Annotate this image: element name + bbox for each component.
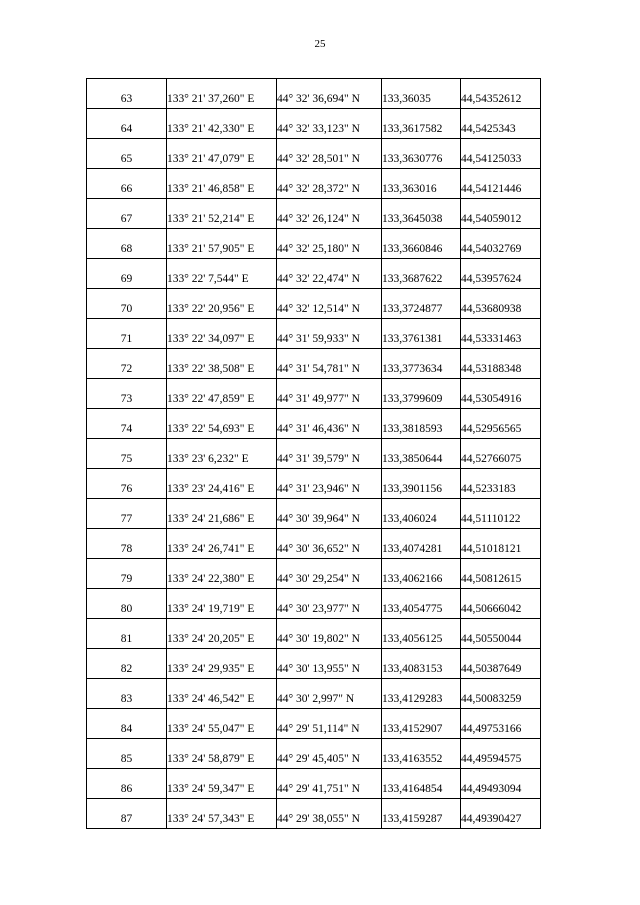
table-row [87,559,541,589]
latitude-decimal-cell: 44,5425343 [461,109,541,139]
longitude-decimal-cell: 133,3630776 [382,139,461,169]
latitude-decimal-cell: 44,53331463 [461,319,541,349]
longitude-decimal-cell: 133,4164854 [382,769,461,799]
point-number-cell: 69 [87,259,167,289]
longitude-decimal-cell: 133,4062166 [382,559,461,589]
latitude-decimal-cell: 44,51018121 [461,529,541,559]
longitude-dms-cell: 133° 24' 46,542" E [167,679,277,709]
longitude-decimal-cell: 133,3687622 [382,259,461,289]
latitude-dms-cell: 44° 30' 39,964" N [277,499,382,529]
table-row [87,619,541,649]
longitude-dms-cell: 133° 24' 20,205" E [167,619,277,649]
latitude-decimal-cell: 44,50387649 [461,649,541,679]
latitude-dms-cell: 44° 30' 19,802" N [277,619,382,649]
table-row [87,499,541,529]
latitude-decimal-cell: 44,49753166 [461,709,541,739]
latitude-decimal-cell: 44,52766075 [461,439,541,469]
table-row [87,289,541,319]
longitude-dms-cell: 133° 22' 7,544" E [167,259,277,289]
longitude-decimal-cell: 133,3724877 [382,289,461,319]
longitude-dms-cell: 133° 24' 26,741" E [167,529,277,559]
point-number-cell: 85 [87,739,167,769]
longitude-dms-cell: 133° 24' 19,719" E [167,589,277,619]
point-number-cell: 80 [87,589,167,619]
point-number-cell: 65 [87,139,167,169]
table-row [87,349,541,379]
longitude-dms-cell: 133° 24' 29,935" E [167,649,277,679]
latitude-dms-cell: 44° 32' 25,180" N [277,229,382,259]
longitude-decimal-cell: 133,4083153 [382,649,461,679]
longitude-decimal-cell: 133,3818593 [382,409,461,439]
point-number-cell: 83 [87,679,167,709]
latitude-dms-cell: 44° 32' 22,474" N [277,259,382,289]
table-row [87,409,541,439]
point-number-cell: 64 [87,109,167,139]
table-row [87,169,541,199]
latitude-dms-cell: 44° 31' 59,933" N [277,319,382,349]
latitude-decimal-cell: 44,51110122 [461,499,541,529]
longitude-dms-cell: 133° 22' 20,956" E [167,289,277,319]
point-number-cell: 76 [87,469,167,499]
longitude-decimal-cell: 133,3773634 [382,349,461,379]
longitude-decimal-cell: 133,363016 [382,169,461,199]
table-row [87,739,541,769]
latitude-decimal-cell: 44,49493094 [461,769,541,799]
latitude-dms-cell: 44° 30' 13,955" N [277,649,382,679]
longitude-dms-cell: 133° 24' 22,380" E [167,559,277,589]
table-row [87,769,541,799]
longitude-dms-cell: 133° 24' 59,347" E [167,769,277,799]
latitude-decimal-cell: 44,50812615 [461,559,541,589]
table-row [87,109,541,139]
latitude-decimal-cell: 44,54059012 [461,199,541,229]
longitude-decimal-cell: 133,3761381 [382,319,461,349]
latitude-decimal-cell: 44,53957624 [461,259,541,289]
latitude-decimal-cell: 44,53054916 [461,379,541,409]
point-number-cell: 84 [87,709,167,739]
latitude-dms-cell: 44° 32' 36,694" N [277,79,382,109]
point-number-cell: 78 [87,529,167,559]
point-number-cell: 74 [87,409,167,439]
point-number-cell: 82 [87,649,167,679]
longitude-dms-cell: 133° 24' 55,047" E [167,709,277,739]
longitude-decimal-cell: 133,3901156 [382,469,461,499]
point-number-cell: 79 [87,559,167,589]
longitude-decimal-cell: 133,36035 [382,79,461,109]
coordinates-table-body [87,79,541,829]
longitude-decimal-cell: 133,406024 [382,499,461,529]
longitude-dms-cell: 133° 24' 58,879" E [167,739,277,769]
table-row [87,259,541,289]
table-row [87,799,541,829]
latitude-dms-cell: 44° 30' 36,652" N [277,529,382,559]
table-row [87,229,541,259]
latitude-decimal-cell: 44,54032769 [461,229,541,259]
latitude-decimal-cell: 44,50550044 [461,619,541,649]
latitude-dms-cell: 44° 29' 38,055" N [277,799,382,829]
table-row [87,379,541,409]
longitude-dms-cell: 133° 21' 47,079" E [167,139,277,169]
page-number: 25 [314,38,326,50]
point-number-cell: 66 [87,169,167,199]
latitude-decimal-cell: 44,50083259 [461,679,541,709]
point-number-cell: 71 [87,319,167,349]
point-number-cell: 87 [87,799,167,829]
longitude-dms-cell: 133° 21' 52,214" E [167,199,277,229]
latitude-dms-cell: 44° 31' 46,436" N [277,409,382,439]
point-number-cell: 75 [87,439,167,469]
point-number-cell: 68 [87,229,167,259]
longitude-decimal-cell: 133,3799609 [382,379,461,409]
latitude-decimal-cell: 44,49594575 [461,739,541,769]
point-number-cell: 72 [87,349,167,379]
longitude-dms-cell: 133° 21' 42,330" E [167,109,277,139]
latitude-dms-cell: 44° 29' 51,114" N [277,709,382,739]
table-row [87,469,541,499]
latitude-dms-cell: 44° 29' 45,405" N [277,739,382,769]
longitude-decimal-cell: 133,3660846 [382,229,461,259]
latitude-decimal-cell: 44,54121446 [461,169,541,199]
longitude-dms-cell: 133° 21' 57,905" E [167,229,277,259]
longitude-decimal-cell: 133,3645038 [382,199,461,229]
latitude-dms-cell: 44° 32' 28,372" N [277,169,382,199]
longitude-dms-cell: 133° 24' 57,343" E [167,799,277,829]
table-row [87,79,541,109]
latitude-decimal-cell: 44,52956565 [461,409,541,439]
longitude-decimal-cell: 133,4129283 [382,679,461,709]
latitude-decimal-cell: 44,54352612 [461,79,541,109]
longitude-dms-cell: 133° 22' 54,693" E [167,409,277,439]
longitude-decimal-cell: 133,4056125 [382,619,461,649]
table-row [87,319,541,349]
table-row [87,139,541,169]
table-row [87,709,541,739]
point-number-cell: 77 [87,499,167,529]
latitude-decimal-cell: 44,54125033 [461,139,541,169]
longitude-dms-cell: 133° 22' 38,508" E [167,349,277,379]
table-row [87,589,541,619]
longitude-decimal-cell: 133,3850644 [382,439,461,469]
latitude-dms-cell: 44° 31' 23,946" N [277,469,382,499]
latitude-decimal-cell: 44,49390427 [461,799,541,829]
point-number-cell: 70 [87,289,167,319]
longitude-decimal-cell: 133,4074281 [382,529,461,559]
latitude-dms-cell: 44° 32' 33,123" N [277,109,382,139]
longitude-dms-cell: 133° 23' 6,232" E [167,439,277,469]
latitude-dms-cell: 44° 30' 2,997" N [277,679,382,709]
table-row [87,649,541,679]
longitude-decimal-cell: 133,4152907 [382,709,461,739]
latitude-dms-cell: 44° 32' 28,501" N [277,139,382,169]
longitude-dms-cell: 133° 22' 47,859" E [167,379,277,409]
latitude-dms-cell: 44° 31' 39,579" N [277,439,382,469]
longitude-decimal-cell: 133,4054775 [382,589,461,619]
table-row [87,199,541,229]
latitude-dms-cell: 44° 30' 23,977" N [277,589,382,619]
latitude-dms-cell: 44° 32' 12,514" N [277,289,382,319]
table-row [87,529,541,559]
table-row [87,439,541,469]
latitude-decimal-cell: 44,50666042 [461,589,541,619]
table-row [87,679,541,709]
point-number-cell: 67 [87,199,167,229]
longitude-decimal-cell: 133,4163552 [382,739,461,769]
latitude-decimal-cell: 44,53188348 [461,349,541,379]
longitude-decimal-cell: 133,4159287 [382,799,461,829]
latitude-decimal-cell: 44,5233183 [461,469,541,499]
longitude-decimal-cell: 133,3617582 [382,109,461,139]
latitude-decimal-cell: 44,53680938 [461,289,541,319]
longitude-dms-cell: 133° 21' 37,260" E [167,79,277,109]
latitude-dms-cell: 44° 30' 29,254" N [277,559,382,589]
longitude-dms-cell: 133° 21' 46,858" E [167,169,277,199]
point-number-cell: 63 [87,79,167,109]
coordinates-table [86,78,541,829]
latitude-dms-cell: 44° 31' 49,977" N [277,379,382,409]
point-number-cell: 73 [87,379,167,409]
longitude-dms-cell: 133° 22' 34,097" E [167,319,277,349]
latitude-dms-cell: 44° 29' 41,751" N [277,769,382,799]
latitude-dms-cell: 44° 32' 26,124" N [277,199,382,229]
longitude-dms-cell: 133° 23' 24,416" E [167,469,277,499]
latitude-dms-cell: 44° 31' 54,781" N [277,349,382,379]
longitude-dms-cell: 133° 24' 21,686" E [167,499,277,529]
point-number-cell: 81 [87,619,167,649]
point-number-cell: 86 [87,769,167,799]
